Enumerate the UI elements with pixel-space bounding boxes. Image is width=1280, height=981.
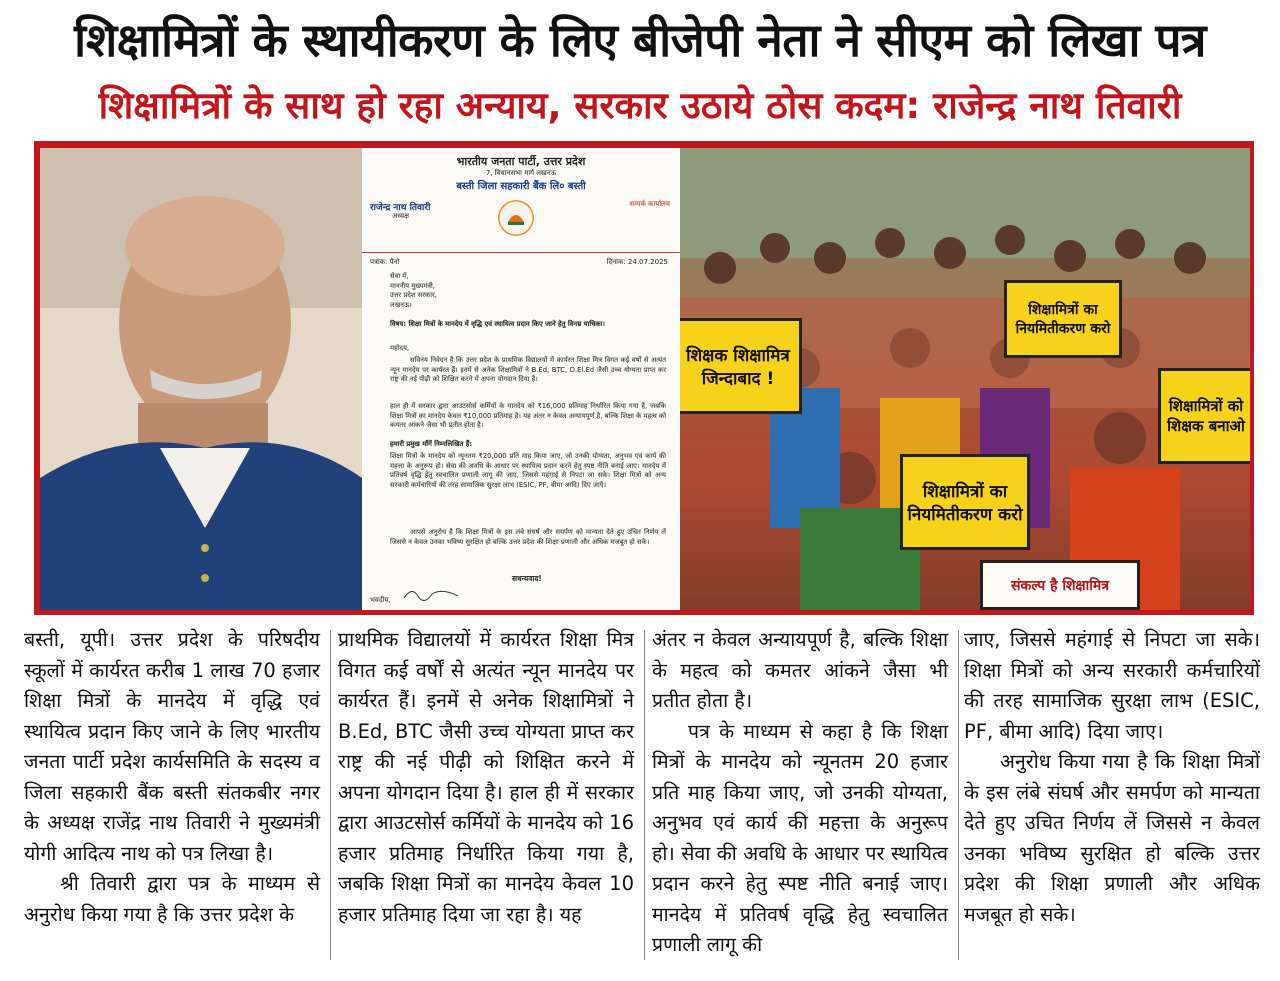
party-logo-icon <box>498 200 534 236</box>
letter-address: 7, विधानसभा मार्ग लखनऊ <box>485 169 557 177</box>
letter-bank: बस्ती जिला सहकारी बैंक लि० बस्ती <box>456 181 586 192</box>
letter-to: सेवा में, माननीय मुख्यमंत्री, उत्तर प्रदेश सरकार, लखनऊ। <box>390 272 437 309</box>
letter-rule <box>362 252 680 253</box>
protest-sign-3: शिक्षामित्रों को शिक्षक बनाओ <box>1158 368 1250 464</box>
letter-patrank: पत्रांक: पैनो <box>370 258 400 266</box>
letter-sender-name: राजेन्द्र नाथ तिवारी <box>370 203 431 213</box>
protest-sign-1: शिक्षक शिक्षामित्र जिन्दाबाद ! <box>680 318 802 414</box>
subheadline: शिक्षामित्रों के साथ हो रहा अन्याय, सरकार उठाये ठोस कदम: राजेन्द्र नाथ तिवारी <box>98 84 1182 127</box>
col3-para1: अंतर न केवल अन्यायपूर्ण है, बल्कि शिक्षा के महत्व को कमतर आंकने जैसा भी प्रतीत होता है। <box>652 628 948 712</box>
col1-para1: बस्ती, यूपी। उत्तर प्रदेश के परिषदीय स्कूलों में कार्यरत करीब 1 लाख 70 हजार शिक्षा मित्रों के मानदेय में वृद्धि एवं स्थायित्व प्रदान किए जाने के लिए भारतीय जनता पार्टी प्रदेश कार्यसमिति के सदस्य व जिला सहकारी बैंक बस्ती संतकबीर नगर के अध्यक्ष राजेंद्र नाथ तिवारी ने मुख्यमंत्री योगी आदित्य नाथ को पत्र लिखा है। <box>24 628 320 865</box>
col1-para2: श्री तिवारी द्वारा पत्र के माध्यम से अनुरोध किया गया है कि उत्तर प्रदेश के <box>24 872 320 926</box>
protest-sign-2: शिक्षामित्रों का नियमितीकरण करो <box>1004 280 1122 358</box>
article-column-4 <box>964 625 1260 930</box>
portrait-illustration <box>40 148 362 610</box>
letter-image <box>362 148 680 610</box>
protest-sign-5: संकल्प है शिक्षामित्र <box>980 560 1140 610</box>
signature <box>402 584 462 604</box>
col2-para1: प्राथमिक विद्यालयों में कार्यरत शिक्षा मित्र विगत कई वर्षों से अत्यंत न्यून मानदेय पर कार्यरत हैं। इनमें से अनेक शिक्षामित्रों ने B.Ed, BTC जैसी उच्च योग्यता प्राप्त कर राष्ट्र की नई पीढ़ी को शिक्षित करने में अपना योगदान दिया है। हाल ही में सरकार द्वारा आउटसोर्स कर्मियों के मानदेय को 16 हजार प्रतिमाह निर्धारित किया गया है, जबकि शिक्षा मित्रों का मानदेय केवल 10 हजार प्रतिमाह दिया जा रहा है। यह <box>338 628 634 926</box>
letter-signoff: भवदीय, <box>370 596 391 604</box>
letter-para1: सविनय निवेदन है कि उत्तर प्रदेश के प्राथमिक विद्यालयों में कार्यरत शिक्षा मित्र विगत कई वर्षों से अत्यंत न्यून मानदेय पर कार्यरत हैं। इनमें से अनेक शिक्षामित्रों ने B.Ed, BTC, D.El.Ed जैसी उच्च योग्यता प्राप्त कर राष्ट्र की नई पीढ़ी को शिक्षित करने में अपना योगदान दिया है। <box>390 356 666 384</box>
col4-para2: अनुरोध किया गया है कि शिक्षा मित्रों के इस लंबे संघर्ष और समर्पण को मान्यता देते हुए उचित निर्णय लें जिससे न केवल उनका भविष्य सुरक्षित हो बल्कि उत्तर प्रदेश की शिक्षा प्रणाली और अधिक मजबूत हो सके। <box>964 750 1260 926</box>
letter-org: भारतीय जनता पार्टी, उत्तर प्रदेश <box>456 155 586 168</box>
col3-para2: पत्र के माध्यम से कहा है कि शिक्षा मित्रों के मानदेय को न्यूनतम 20 हजार प्रति माह किया जाए, जो उनकी योग्यता, अनुभव एवं कार्य की महत्ता के अनुरूप हो। सेवा की अवधि के आधार पर स्थायित्व प्रदान करने हेतु स्पष्ट नीति बनाई जाए। मानदेय में प्रतिवर्ष वृद्धि हेतु स्वचालित प्रणाली लागू की <box>652 719 948 956</box>
column-divider <box>644 630 645 960</box>
letter-subject: विषय: शिक्षा मित्रों के मानदेय में वृद्धि एवं स्थायित्व प्रदान किए जाने हेतु विनम्र याचिका। <box>390 320 605 328</box>
letter-salutation: महोदय, <box>390 344 410 352</box>
col4-para1: जाए, जिससे महंगाई से निपटा जा सके। शिक्षा मित्रों को अन्य सरकारी कर्मचारियों की तरह सामाजिक सुरक्षा लाभ (ESIC, PF, बीमा आदि) दिया जाए। <box>964 628 1260 743</box>
headline: शिक्षामित्रों के स्थायीकरण के लिए बीजेपी नेता ने सीएम को लिखा पत्र <box>74 13 1206 67</box>
letter-contact-label: सम्पर्क कार्यालय <box>629 200 670 208</box>
article-column-1 <box>24 625 320 930</box>
protest-sign-4: शिक्षामित्रों का नियमितीकरण करो <box>900 454 1030 550</box>
letter-sender-title: अध्यक्ष <box>392 212 410 220</box>
letter-closing: आपसे अनुरोध है कि शिक्षा मित्रों के इस लंबे संघर्ष और समर्पण को मान्यता देते हुए उचित निर्णय लें जिससे न केवल उनका भविष्य सुरक्षित हो बल्कि उत्तर प्रदेश की शिक्षा प्रणाली और अधिक मजबूत हो सके। <box>390 528 666 546</box>
portrait-photo <box>40 148 362 610</box>
column-divider <box>958 630 959 960</box>
letter-date: दिनांक: 24.07.2025 <box>606 258 668 266</box>
column-divider <box>330 630 331 960</box>
article-column-3 <box>652 625 948 961</box>
letter-demands-head: हमारी प्रमुख माँगें निम्नलिखित हैं: <box>390 440 473 448</box>
letter-thanks: सधन्यवाद! <box>512 574 542 583</box>
letter-demands: शिक्षा मित्रों के मानदेय को न्यूनतम ₹20,000 प्रति माह किया जाए, जो उनकी योग्यता, अनुभव एवं कार्य की महत्ता के अनुरूप हो। सेवा की अवधि के आधार पर स्थायित्व प्रदान करने हेतु स्पष्ट नीति बनाई जाए। मानदेय में प्रतिवर्ष वृद्धि हेतु स्वचालित प्रणाली लागू की जाए, जिससे महंगाई से निपटा जा सके। शिक्षा मित्रों को अन्य सरकारी कर्मचारियों की तरह सामाजिक सुरक्षा लाभ (ESIC, PF, बीमा आदि) दिए जाएँ। <box>390 452 666 489</box>
protest-photo <box>680 148 1250 610</box>
article-column-2 <box>338 625 634 930</box>
letter-para2: हाल ही में सरकार द्वारा आउटसोर्स कर्मियों के मानदेय को ₹16,000 प्रतिमाह निर्धारित किया गया है, जबकि शिक्षा मित्रों का मानदेय केवल ₹10,000 प्रतिमाह है। यह अंतर न केवल अन्यायपूर्ण है, बल्कि शिक्षा के महत्व को कमतर आंकने जैसा भी प्रतीत होता है। <box>390 402 666 430</box>
